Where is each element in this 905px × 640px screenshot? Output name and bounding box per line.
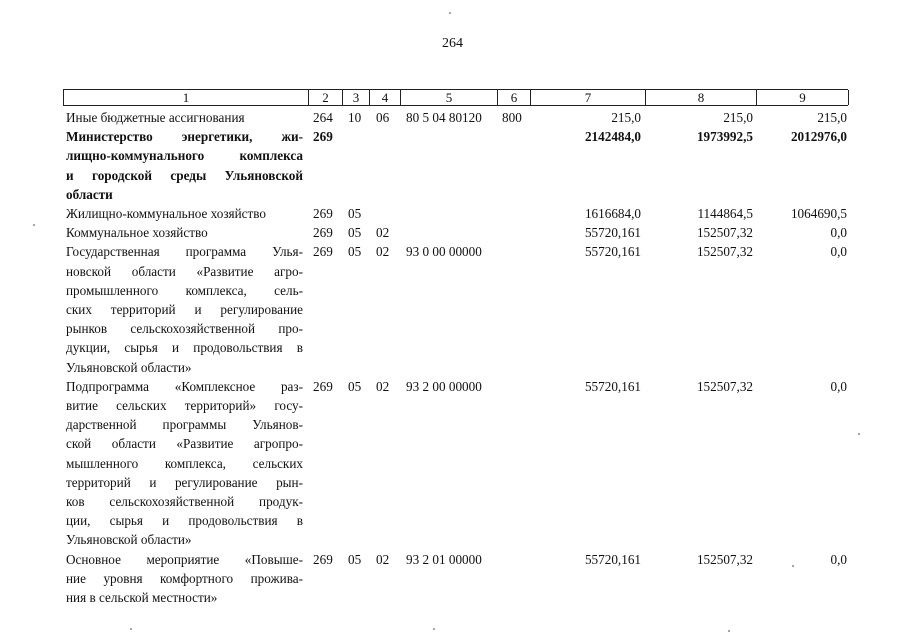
cell-c8: 152507,32 <box>696 551 753 567</box>
cell-c9: 0,0 <box>830 551 847 567</box>
row-name-line: рынков сельскохозяйственной про- <box>66 321 303 337</box>
cell-c5: 93 0 00 00000 <box>406 244 482 260</box>
cell-c2: 269 <box>313 378 333 394</box>
cell-c3: 05 <box>348 225 362 241</box>
row-name-line: Основное мероприятие «Повыше- <box>66 551 303 567</box>
row-name-line: витие сельских территорий» госу- <box>66 398 303 413</box>
cell-c3: 10 <box>348 110 362 125</box>
row-name-line: ской области «Развитие агропро- <box>66 436 303 452</box>
header-cell-9: 9 <box>757 90 849 105</box>
row-name-line: Ульяновской области» <box>66 359 192 375</box>
cell-c7: 2142484,0 <box>584 129 641 145</box>
scan-speck <box>33 224 35 226</box>
row-name-line: Иные бюджетные ассигнования <box>66 110 245 125</box>
cell-c2: 264 <box>313 110 333 125</box>
scan-speck <box>792 565 794 567</box>
header-cell-4: 4 <box>370 90 401 105</box>
cell-c9: 0,0 <box>830 378 847 394</box>
cell-c2: 269 <box>313 244 333 260</box>
scan-speck <box>433 628 435 630</box>
cell-c9: 215,0 <box>817 110 847 125</box>
row-name-line: ков сельскохозяйственной продук- <box>66 494 303 510</box>
cell-c2: 269 <box>313 206 333 221</box>
row-name-line: дарственной программы Ульянов- <box>66 417 303 433</box>
row-name-line: Государственная программа Улья- <box>66 244 303 260</box>
cell-c9: 0,0 <box>830 244 847 260</box>
page-number: 264 <box>442 36 463 51</box>
cell-c4: 06 <box>376 110 390 125</box>
header-cell-2: 2 <box>309 90 343 105</box>
row-name-line: ских территорий и регулирование <box>66 302 303 317</box>
cell-c8: 1973992,5 <box>696 129 753 145</box>
cell-c3: 05 <box>348 206 362 221</box>
row-name <box>66 550 303 608</box>
cell-c5: 80 5 04 80120 <box>406 110 482 125</box>
cell-c3: 05 <box>348 551 362 567</box>
cell-c6: 800 <box>502 110 522 125</box>
cell-c3: 05 <box>348 378 362 394</box>
scan-speck <box>130 628 132 630</box>
cell-c8: 1144864,5 <box>697 206 753 221</box>
cell-c4: 02 <box>376 551 390 567</box>
cell-c7: 55720,161 <box>584 225 641 241</box>
cell-c4: 02 <box>376 244 390 260</box>
header-cell-8: 8 <box>646 90 757 105</box>
cell-c2: 269 <box>313 225 333 241</box>
header-cell-7: 7 <box>531 90 646 105</box>
table-header <box>63 89 848 106</box>
row-name-line: ции, сырья и продовольствия в <box>66 513 303 529</box>
cell-c9: 0,0 <box>830 225 847 241</box>
row-name-line: дукции, сырья и продовольствия в <box>66 340 303 356</box>
row-name <box>66 127 303 204</box>
scan-speck <box>858 433 860 435</box>
cell-c7: 55720,161 <box>584 378 641 394</box>
row-name-line: лищно-коммунального комплекса <box>66 148 303 164</box>
header-cell-3: 3 <box>343 90 370 105</box>
row-name-line: промышленного комплекса, сель- <box>66 282 303 298</box>
row-name <box>66 223 303 242</box>
cell-c5: 93 2 00 00000 <box>406 378 482 394</box>
header-cell-5: 5 <box>401 90 498 105</box>
scan-speck <box>449 12 451 14</box>
cell-c7: 1616684,0 <box>584 206 641 221</box>
cell-c2: 269 <box>313 551 333 567</box>
row-name-line: и городской среды Ульяновской <box>66 167 303 183</box>
scan-speck <box>728 630 730 632</box>
cell-c9: 2012976,0 <box>790 129 847 145</box>
cell-c4: 02 <box>376 378 390 394</box>
row-name <box>66 242 303 376</box>
row-name-line: ния в сельской местности» <box>66 590 218 605</box>
cell-c4: 02 <box>376 225 390 241</box>
row-name-line: мышленного комплекса, сельских <box>66 455 303 471</box>
row-name <box>66 204 303 223</box>
header-cell-1: 1 <box>64 90 309 105</box>
cell-c7: 215,0 <box>611 110 641 125</box>
row-name-line: Жилищно-коммунальное хозяйство <box>66 206 267 221</box>
cell-c2: 269 <box>313 129 333 145</box>
row-name-line: области <box>66 186 113 202</box>
cell-c8: 152507,32 <box>696 378 753 394</box>
row-name-line: новской области «Развитие агро- <box>66 263 303 279</box>
row-name-line: Ульяновской области» <box>66 532 192 548</box>
cell-c8: 215,0 <box>723 110 753 125</box>
cell-c8: 152507,32 <box>696 225 753 241</box>
cell-c9: 1064690,5 <box>790 206 847 221</box>
row-name-line: Коммунальное хозяйство <box>66 225 208 241</box>
cell-c7: 55720,161 <box>584 551 641 567</box>
row-name-line: ние уровня комфортного прожива- <box>66 570 303 586</box>
header-cell-6: 6 <box>498 90 531 105</box>
row-name <box>66 108 303 127</box>
row-name-line: Министерство энергетики, жи- <box>66 129 303 145</box>
cell-c3: 05 <box>348 244 362 260</box>
cell-c7: 55720,161 <box>584 244 641 260</box>
row-name-line: Подпрограмма «Комплексное раз- <box>66 378 303 394</box>
row-name-line: территорий и регулирование рын- <box>66 474 303 490</box>
cell-c5: 93 2 01 00000 <box>406 551 482 567</box>
row-name <box>66 377 303 550</box>
cell-c8: 152507,32 <box>696 244 753 260</box>
